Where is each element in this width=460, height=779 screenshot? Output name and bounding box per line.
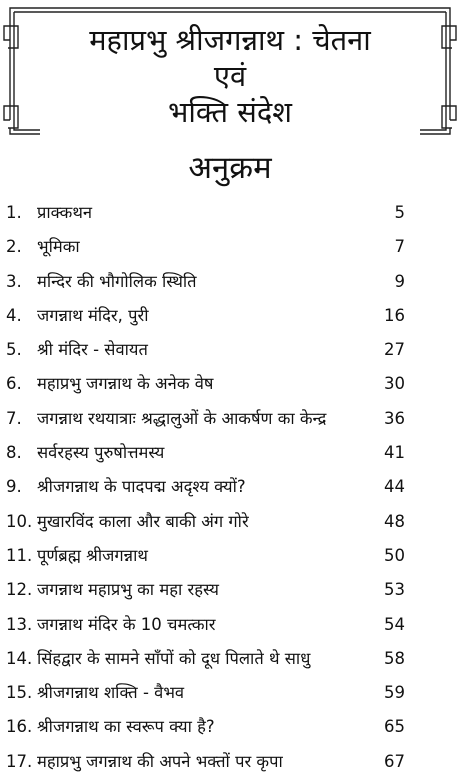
contents-heading: अनुक्रम [188, 150, 272, 186]
toc-title: श्रीजगन्नाथ के पादपद्म अदृश्य क्यों? [37, 477, 246, 497]
toc-row [0, 196, 460, 230]
toc-number: 17. [6, 751, 33, 771]
toc-row [0, 299, 460, 333]
toc-number: 13. [6, 614, 33, 634]
toc-title: जगन्नाथ मंदिर के 10 चमत्कार [37, 614, 216, 634]
toc-title: पूर्णब्रह्म श्रीजगन्नाथ [37, 545, 148, 565]
toc-number: 4. [6, 305, 22, 325]
toc-page: 58 [384, 648, 405, 668]
toc-title: जगन्नाथ मंदिर, पुरी [37, 305, 149, 325]
toc-row [0, 230, 460, 264]
toc-page: 9 [394, 271, 405, 291]
toc-row [0, 745, 460, 779]
toc-page: 27 [384, 340, 405, 360]
toc-row [0, 333, 460, 367]
toc-row [0, 402, 460, 436]
toc-number: 14. [6, 648, 33, 668]
book-title-line-3: भक्ति संदेश [168, 95, 292, 129]
toc-row [0, 436, 460, 470]
toc-page: 48 [384, 511, 405, 531]
toc-number: 2. [6, 237, 22, 257]
toc-number: 16. [6, 717, 33, 737]
toc-page: 67 [384, 751, 405, 771]
toc-page: 50 [384, 545, 405, 565]
toc-row [0, 573, 460, 607]
toc-number: 12. [6, 580, 33, 600]
toc-title: प्राक्कथन [37, 203, 93, 222]
toc-number: 11. [6, 545, 33, 565]
toc-page: 7 [394, 237, 405, 257]
toc-title: सिंहद्वार के सामने साँपों को दूध पिलाते थे साधु [37, 648, 311, 668]
toc-row [0, 710, 460, 744]
toc-number: 15. [6, 683, 33, 703]
book-title [0, 22, 460, 130]
toc-number: 10. [6, 511, 33, 531]
toc-page: 30 [384, 374, 405, 394]
toc-title: मुखारविंद काला और बाकी अंग गोरे [37, 511, 249, 531]
toc-number: 3. [6, 271, 22, 291]
toc-row [0, 676, 460, 710]
toc-title: भूमिका [37, 237, 80, 257]
toc-number: 8. [6, 443, 22, 463]
toc-page: 59 [384, 683, 405, 703]
toc-title: महाप्रभु जगन्नाथ की अपने भक्तों पर कृपा [37, 751, 283, 771]
toc-number: 1. [6, 203, 22, 222]
toc-number: 5. [6, 340, 22, 360]
toc-row [0, 608, 460, 642]
toc-title: श्रीजगन्नाथ का स्वरूप क्या है? [37, 717, 215, 737]
table-of-contents [0, 196, 460, 779]
toc-row [0, 470, 460, 504]
toc-number: 7. [6, 408, 22, 428]
toc-number: 6. [6, 374, 22, 394]
toc-title: महाप्रभु जगन्नाथ के अनेक वेष [37, 374, 214, 394]
toc-title: जगन्नाथ रथयात्राः श्रद्धालुओं के आकर्षण का केन्द्र [37, 408, 327, 428]
toc-row [0, 539, 460, 573]
toc-page: 41 [384, 443, 405, 463]
toc-page: 53 [384, 580, 405, 600]
toc-title: सर्वरहस्य पुरुषोत्तमस्य [37, 443, 165, 463]
toc-title: मन्दिर की भौगोलिक स्थिति [37, 271, 197, 291]
book-title-line-2: एवं [213, 59, 247, 93]
toc-number: 9. [6, 477, 22, 497]
toc-title: श्री मंदिर - सेवायत [37, 340, 148, 360]
toc-page: 65 [384, 717, 405, 737]
toc-row [0, 265, 460, 299]
toc-page: 36 [384, 408, 405, 428]
toc-row [0, 367, 460, 401]
toc-row [0, 642, 460, 676]
toc-title: जगन्नाथ महाप्रभु का महा रहस्य [37, 580, 219, 600]
toc-page: 44 [384, 477, 405, 497]
toc-page: 54 [384, 614, 405, 634]
book-title-line-1: महाप्रभु श्रीजगन्नाथ : चेतना [89, 23, 371, 57]
toc-row [0, 505, 460, 539]
toc-page: 16 [384, 305, 405, 325]
toc-title: श्रीजगन्नाथ शक्ति - वैभव [37, 683, 185, 703]
toc-page: 5 [394, 203, 405, 222]
